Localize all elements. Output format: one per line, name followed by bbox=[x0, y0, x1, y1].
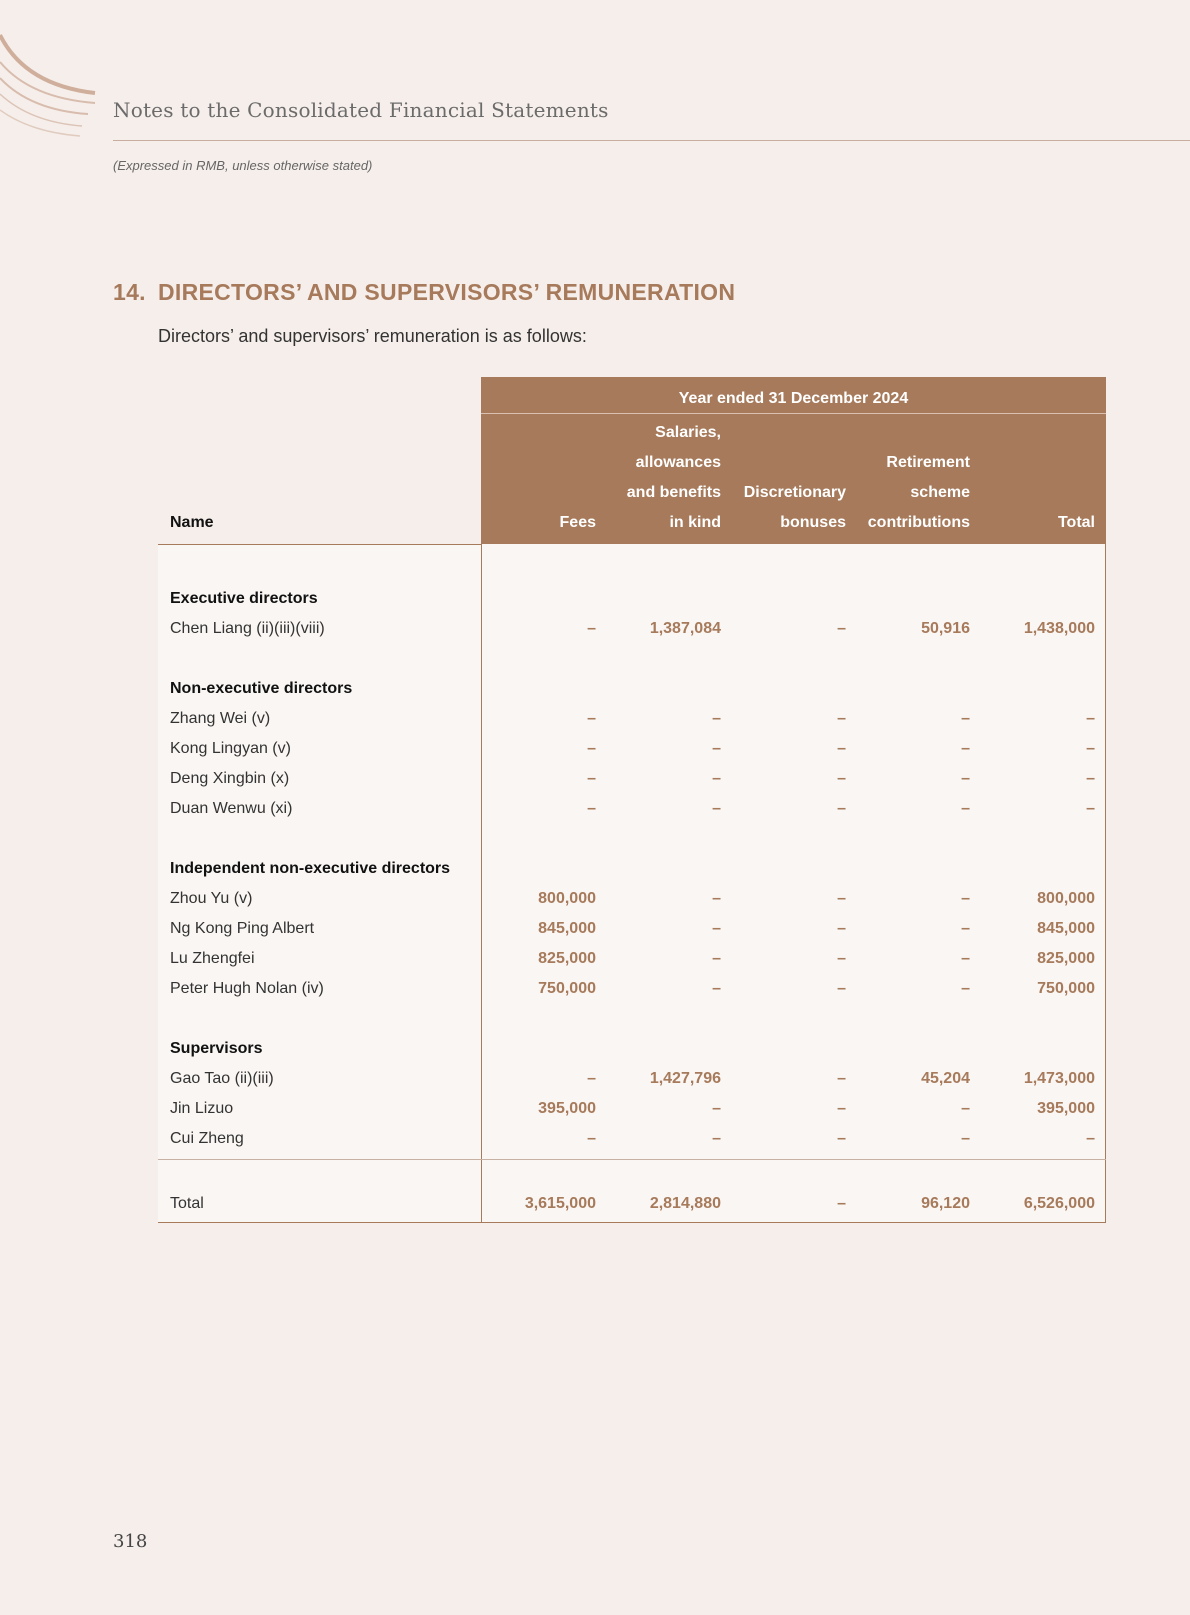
table-row bbox=[0, 920, 1190, 950]
cell-bonuses: – bbox=[837, 890, 846, 907]
table-row bbox=[0, 890, 1190, 920]
cell-total: – bbox=[1086, 770, 1095, 787]
group-row bbox=[0, 860, 1190, 890]
table-row bbox=[0, 740, 1190, 770]
cell-total: 6,526,000 bbox=[1023, 1195, 1095, 1212]
group-row bbox=[0, 590, 1190, 620]
table-row bbox=[0, 980, 1190, 1010]
cell-salaries: – bbox=[712, 770, 721, 787]
column-header-total: Total bbox=[1057, 514, 1095, 531]
cell-fees: – bbox=[587, 1070, 596, 1087]
table-row bbox=[0, 950, 1190, 980]
page-number: 318 bbox=[113, 1531, 148, 1552]
cell-fees: – bbox=[587, 710, 596, 727]
table-row bbox=[0, 710, 1190, 740]
cell-bonuses: – bbox=[837, 710, 846, 727]
cell-salaries: – bbox=[712, 980, 721, 997]
cell-bonuses: – bbox=[837, 770, 846, 787]
row-name: Peter Hugh Nolan (iv) bbox=[170, 980, 324, 997]
row-name: Gao Tao (ii)(iii) bbox=[170, 1070, 274, 1087]
cell-retirement: – bbox=[961, 1100, 970, 1117]
row-name: Kong Lingyan (v) bbox=[170, 740, 291, 757]
cell-total: 1,438,000 bbox=[1023, 620, 1095, 637]
cell-total: 800,000 bbox=[1037, 890, 1095, 907]
cell-retirement: – bbox=[961, 710, 970, 727]
cell-retirement: 50,916 bbox=[921, 620, 970, 637]
total-row bbox=[0, 1195, 1190, 1225]
cell-fees: – bbox=[587, 620, 596, 637]
group-row bbox=[0, 680, 1190, 710]
row-name: Chen Liang (ii)(iii)(viii) bbox=[170, 620, 325, 637]
cell-salaries: – bbox=[712, 740, 721, 757]
cell-bonuses: – bbox=[837, 620, 846, 637]
cell-total: – bbox=[1086, 1130, 1095, 1147]
page-header-title: Notes to the Consolidated Financial Statements bbox=[113, 98, 609, 122]
cell-salaries: – bbox=[712, 1130, 721, 1147]
cell-total: 845,000 bbox=[1037, 920, 1095, 937]
cell-bonuses: – bbox=[837, 1195, 846, 1212]
name-header-rule bbox=[158, 544, 481, 545]
year-header-rule bbox=[481, 413, 1106, 414]
cell-retirement: – bbox=[961, 950, 970, 967]
cell-fees: – bbox=[587, 770, 596, 787]
column-header-salaries: allowances bbox=[635, 454, 721, 471]
cell-retirement: – bbox=[961, 800, 970, 817]
year-header: Year ended 31 December 2024 bbox=[678, 390, 909, 407]
cell-fees: 3,615,000 bbox=[524, 1195, 596, 1212]
cell-salaries: – bbox=[712, 800, 721, 817]
section-heading bbox=[113, 279, 735, 306]
name-column-header: Name bbox=[170, 514, 214, 531]
column-header-retirement: Retirement bbox=[886, 454, 970, 471]
cell-bonuses: – bbox=[837, 1100, 846, 1117]
cell-fees: 845,000 bbox=[538, 920, 596, 937]
column-header-retirement: contributions bbox=[867, 514, 970, 531]
table-row bbox=[0, 1130, 1190, 1160]
cell-total: 1,473,000 bbox=[1023, 1070, 1095, 1087]
cell-retirement: – bbox=[961, 770, 970, 787]
cell-retirement: – bbox=[961, 1130, 970, 1147]
row-name: Lu Zhengfei bbox=[170, 950, 255, 967]
row-name: Zhou Yu (v) bbox=[170, 890, 253, 907]
column-header-salaries: Salaries, bbox=[655, 424, 721, 441]
cell-fees: – bbox=[587, 800, 596, 817]
group-label: Executive directors bbox=[170, 590, 318, 607]
cell-retirement: 96,120 bbox=[921, 1195, 970, 1212]
cell-salaries: – bbox=[712, 920, 721, 937]
currency-note: (Expressed in RMB, unless otherwise stated) bbox=[113, 158, 373, 173]
column-header-bonuses: bonuses bbox=[780, 514, 846, 531]
table-row bbox=[0, 1100, 1190, 1130]
total-label: Total bbox=[170, 1195, 204, 1212]
column-header-salaries: and benefits bbox=[626, 484, 721, 501]
cell-bonuses: – bbox=[837, 980, 846, 997]
section-intro: Directors’ and supervisors’ remuneration is as follows: bbox=[158, 326, 587, 346]
cell-salaries: – bbox=[712, 1100, 721, 1117]
cell-bonuses: – bbox=[837, 950, 846, 967]
cell-bonuses: – bbox=[837, 740, 846, 757]
cell-salaries: 2,814,880 bbox=[649, 1195, 721, 1212]
table-bottom-rule bbox=[158, 1222, 1106, 1223]
group-label: Supervisors bbox=[170, 1040, 263, 1057]
cell-retirement: 45,204 bbox=[921, 1070, 970, 1087]
column-header-salaries: in kind bbox=[669, 514, 721, 531]
cell-total: – bbox=[1086, 710, 1095, 727]
cell-fees: 750,000 bbox=[538, 980, 596, 997]
cell-salaries: – bbox=[712, 710, 721, 727]
cell-salaries: 1,427,796 bbox=[649, 1070, 721, 1087]
cell-total: – bbox=[1086, 800, 1095, 817]
cell-bonuses: – bbox=[837, 920, 846, 937]
cell-total: 395,000 bbox=[1037, 1100, 1095, 1117]
cell-total: 750,000 bbox=[1037, 980, 1095, 997]
cell-fees: 395,000 bbox=[538, 1100, 596, 1117]
group-label: Independent non-executive directors bbox=[170, 860, 451, 877]
cell-fees: 800,000 bbox=[538, 890, 596, 907]
cell-total: 825,000 bbox=[1037, 950, 1095, 967]
row-name: Duan Wenwu (xi) bbox=[170, 800, 293, 817]
column-header-fees: Fees bbox=[559, 514, 596, 531]
table-row bbox=[0, 1070, 1190, 1100]
column-header-retirement: scheme bbox=[910, 484, 970, 501]
cell-salaries: – bbox=[712, 890, 721, 907]
cell-fees: – bbox=[587, 740, 596, 757]
group-label: Non-executive directors bbox=[170, 680, 353, 697]
cell-fees: 825,000 bbox=[538, 950, 596, 967]
row-name: Cui Zheng bbox=[170, 1130, 244, 1147]
table-row bbox=[0, 770, 1190, 800]
table-row bbox=[0, 800, 1190, 830]
cell-bonuses: – bbox=[837, 1130, 846, 1147]
column-header-bonuses: Discretionary bbox=[743, 484, 846, 501]
decorative-arcs bbox=[0, 0, 100, 145]
cell-bonuses: – bbox=[837, 800, 846, 817]
group-row bbox=[0, 1040, 1190, 1070]
total-separator bbox=[158, 1159, 1106, 1160]
cell-retirement: – bbox=[961, 890, 970, 907]
cell-retirement: – bbox=[961, 740, 970, 757]
header-rule bbox=[113, 140, 1190, 141]
cell-salaries: 1,387,084 bbox=[649, 620, 721, 637]
section-title: DIRECTORS’ AND SUPERVISORS’ REMUNERATION bbox=[158, 279, 736, 305]
row-name: Jin Lizuo bbox=[170, 1100, 234, 1117]
cell-fees: – bbox=[587, 1130, 596, 1147]
cell-retirement: – bbox=[961, 920, 970, 937]
row-name: Zhang Wei (v) bbox=[170, 710, 271, 727]
row-name: Deng Xingbin (x) bbox=[170, 770, 290, 787]
row-name: Ng Kong Ping Albert bbox=[170, 920, 315, 937]
cell-bonuses: – bbox=[837, 1070, 846, 1087]
cell-total: – bbox=[1086, 740, 1095, 757]
cell-salaries: – bbox=[712, 950, 721, 967]
cell-retirement: – bbox=[961, 980, 970, 997]
section-number: 14. bbox=[113, 279, 146, 305]
table-row bbox=[0, 620, 1190, 650]
